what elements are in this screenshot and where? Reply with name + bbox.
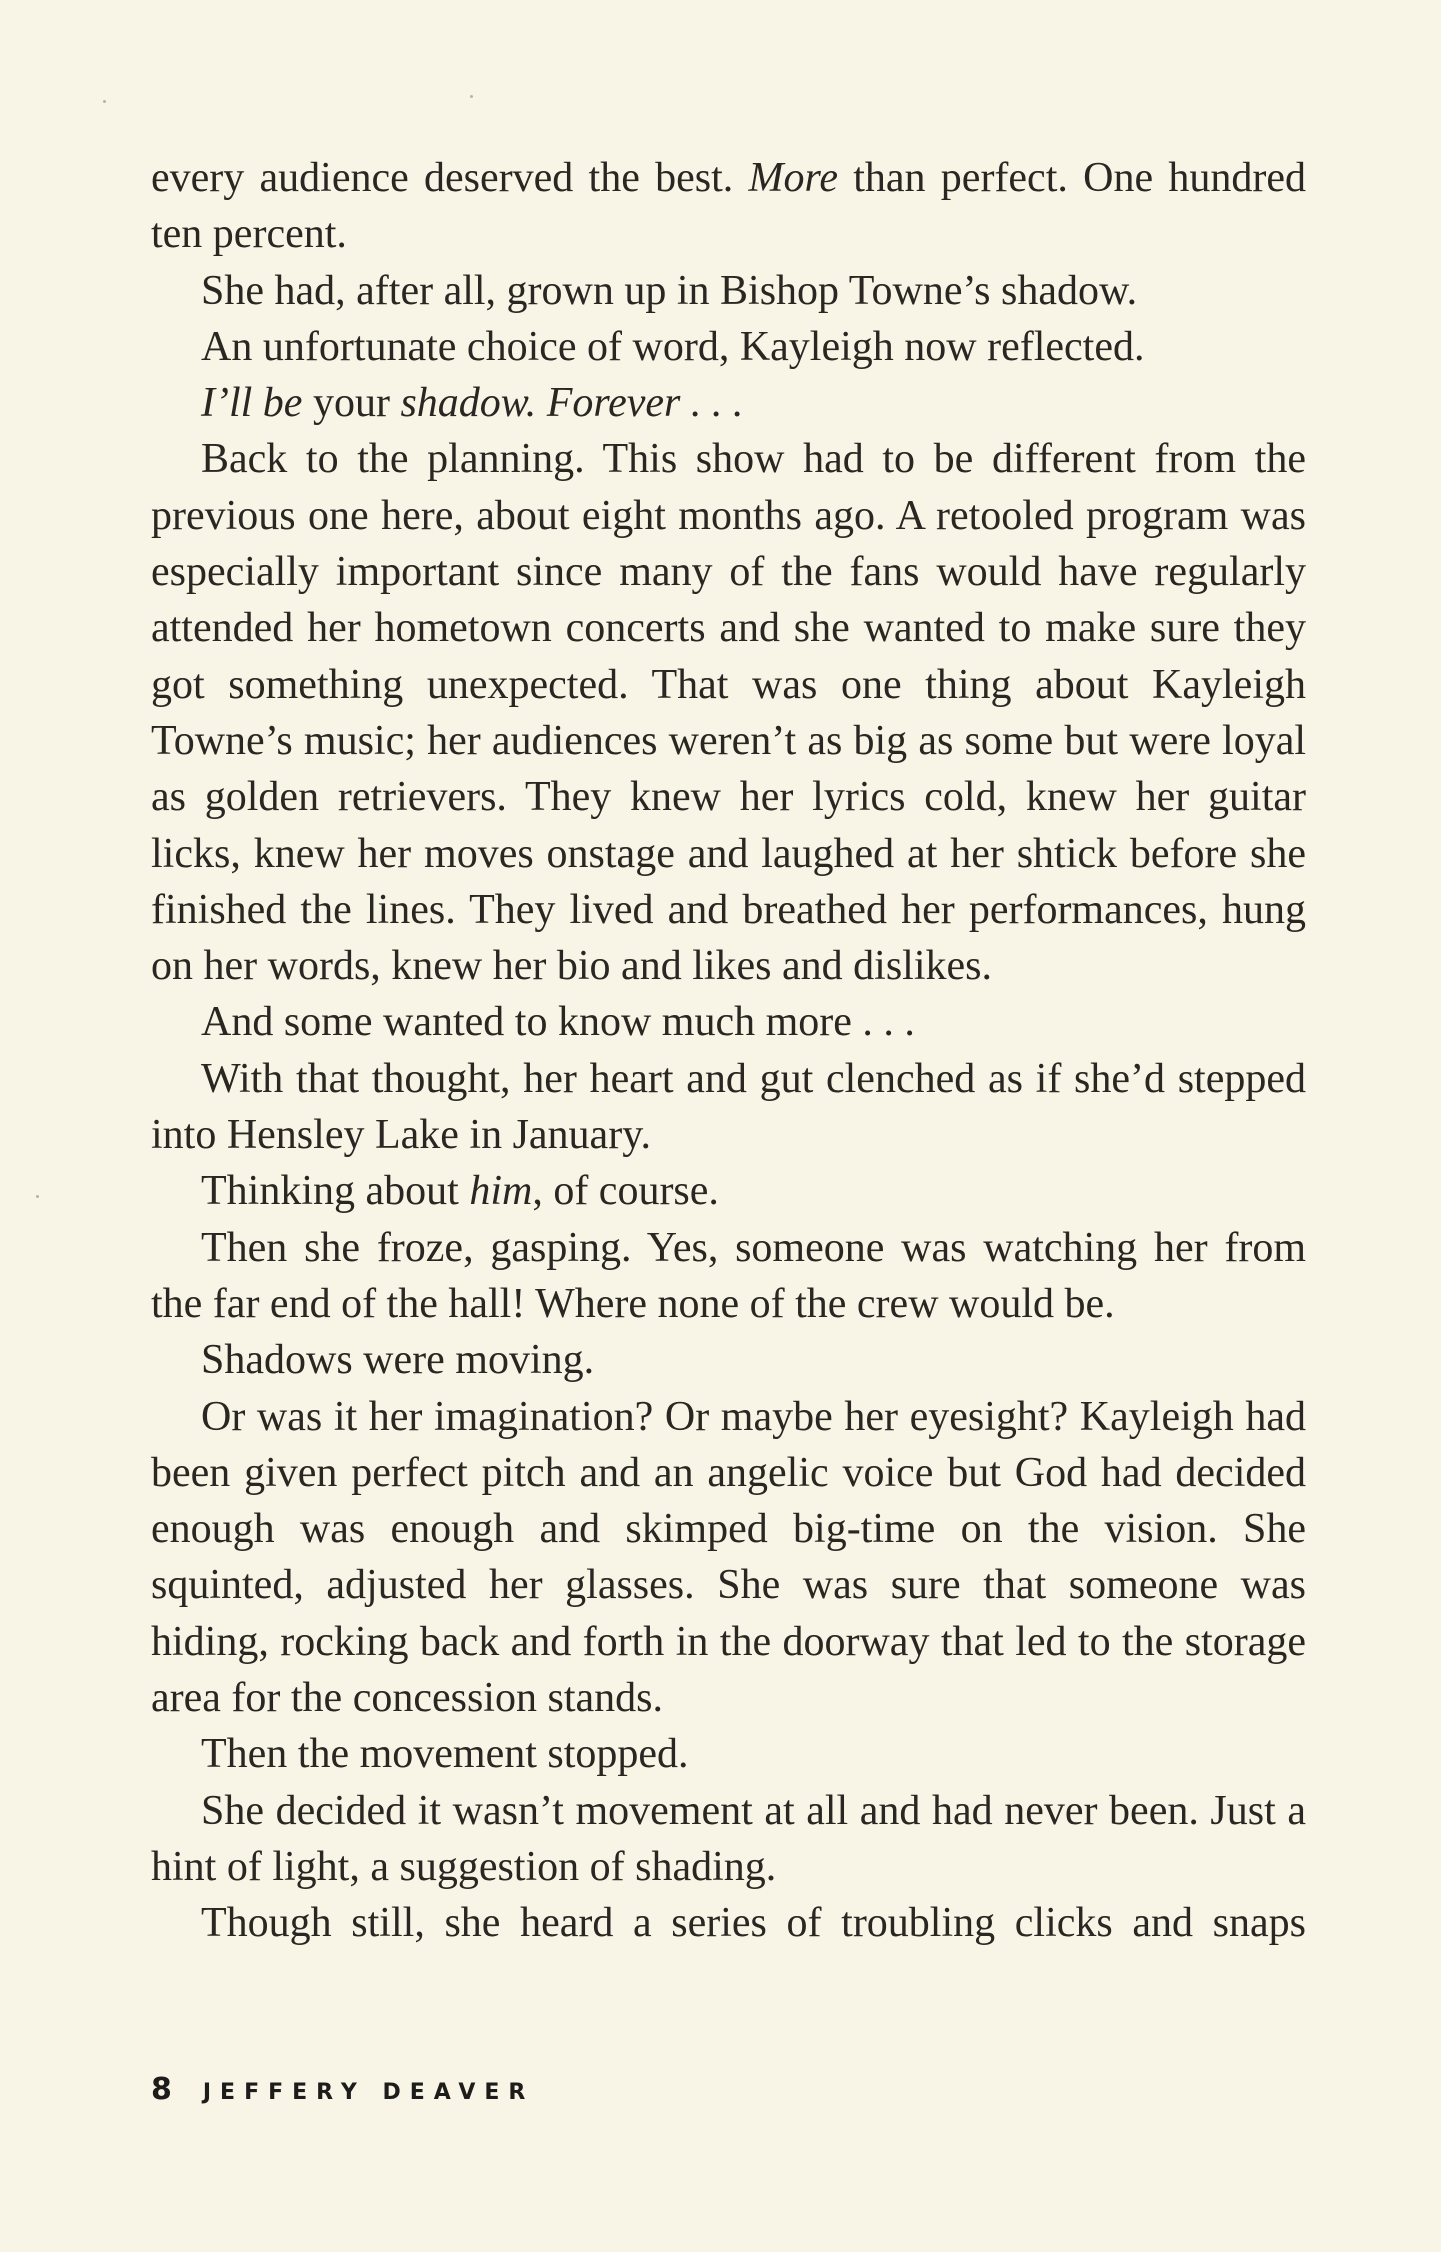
paragraph — [151, 431, 1306, 994]
text-run: Then the movement stopped. — [201, 1731, 689, 1778]
running-head-author: JEFFERY DEAVER — [202, 2080, 535, 2105]
paragraph — [151, 1389, 1306, 1727]
text-run: Though still, she heard a series of troubling clicks and snaps — [201, 1900, 1306, 1947]
text-run: She decided it wasn’t movement at all and had never been. Just a hint of light, a suggestion of shading. — [151, 1787, 1306, 1890]
paragraph — [151, 375, 1306, 431]
text-run: With that thought, her heart and gut clenched as if she’d stepped into Hensley Lake in January. — [151, 1055, 1306, 1159]
italic-text: More — [748, 155, 838, 201]
paragraph — [151, 1051, 1306, 1164]
paper-speck — [103, 100, 106, 103]
text-run: Back to the planning. This show had to be different from the previous one here, about eight months ago. A retooled program was especially important since many of the fans would have regularly attended her hometown concerts and she wanted to make sure they got something unexpected. That was one thing about Kayleigh Towne’s music; her audiences weren’t as big as some but were loyal as golden retrievers. They knew her lyrics cold, knew her guitar licks, knew her moves onstage and laughed at her shtick before she finished the lines. They lived and breathed her performances, hung on her words, knew her bio and likes and dislikes. — [151, 436, 1306, 990]
text-run: your — [302, 380, 401, 427]
body-text — [151, 150, 1306, 1952]
paragraph — [151, 319, 1306, 375]
text-run: Or was it her imagination? Or maybe her eyesight? Kayleigh had been given perfect pitch and an angelic voice but God had decided enough was enough and skimped big-time on the vision. She squinted, adjusted her glasses. She was sure that someone was hiding, rocking back and forth in the doorway that led to the storage area for the concession stands. — [151, 1393, 1306, 1722]
text-run: She had, after all, grown up in Bishop Towne’s shadow. — [201, 267, 1138, 314]
paragraph — [151, 1163, 1306, 1219]
page-number: 8 — [151, 2072, 173, 2107]
paragraph — [151, 1783, 1306, 1896]
text-run: Shadows were moving. — [201, 1337, 595, 1384]
paper-speck — [470, 95, 473, 98]
paragraph — [151, 1726, 1306, 1782]
paragraph — [151, 1220, 1306, 1333]
paragraph — [151, 150, 1306, 263]
italic-text: him — [469, 1168, 533, 1215]
text-run: And some wanted to know much more . . . — [201, 999, 915, 1046]
paragraph — [151, 1895, 1306, 1951]
text-run: than perfect. One hundred ten percent. — [151, 155, 1306, 258]
page-footer — [151, 2072, 534, 2107]
paragraph — [151, 263, 1306, 319]
text-run: , of course. — [532, 1168, 719, 1215]
paragraph — [151, 1332, 1306, 1388]
paragraph — [151, 994, 1306, 1050]
italic-text: I’ll be — [201, 380, 303, 427]
italic-text: shadow. Forever . . . — [400, 380, 744, 427]
paper-speck — [36, 1195, 39, 1198]
text-run: every audience deserved the best. — [151, 155, 749, 201]
text-run: An unfortunate choice of word, Kayleigh now reflected. — [201, 323, 1145, 370]
text-run: Then she froze, gasping. Yes, someone was watching her from the far end of the hall! Where none of the crew would be. — [151, 1224, 1306, 1327]
text-run: Thinking about — [201, 1168, 470, 1215]
